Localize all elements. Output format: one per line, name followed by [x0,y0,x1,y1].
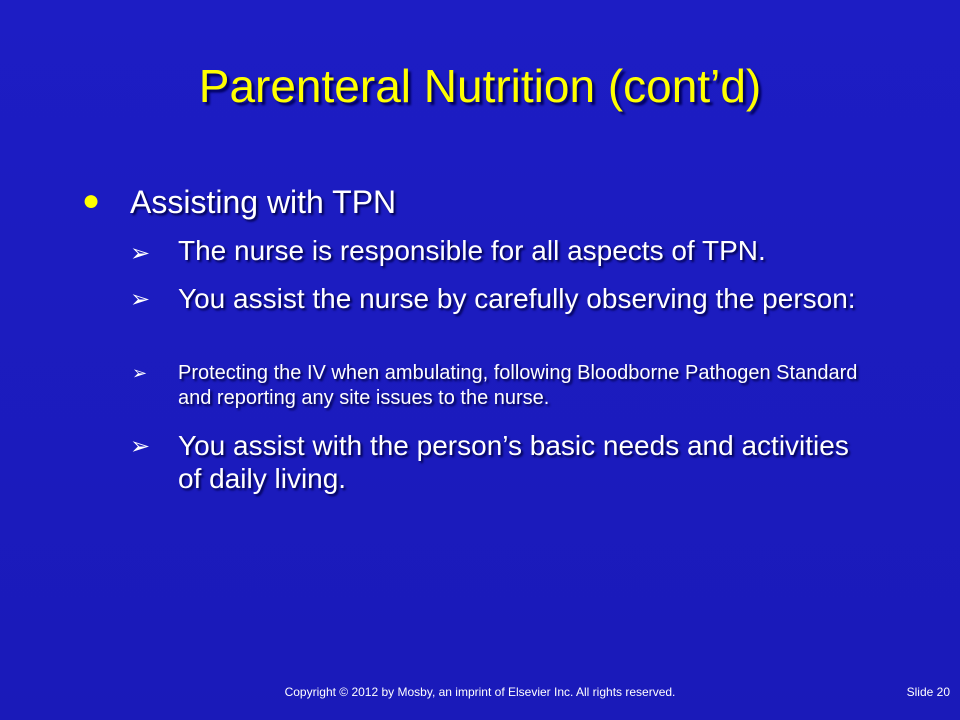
sub-bullet-3: Protecting the IV when ambulating, following Bloodborne Pathogen Standard and reporting any site issues to the nurse. [178,362,858,409]
slide-title: Parenteral Nutrition (cont’d) [198,60,762,112]
copyright-footer: Copyright © 2012 by Mosby, an imprint of Elsevier Inc. All rights reserved. [284,685,676,699]
arrow-bullet-icon: ➢ [130,432,151,460]
sub-bullet-4: You assist with the person’s basic needs and activities of daily living. [178,430,849,494]
arrow-bullet-icon: ➢ [130,239,151,267]
bullet-dot-icon: ● [82,184,101,217]
sub-bullet-2: You assist the nurse by carefully observing the person: [178,283,856,314]
sub-bullet-1: The nurse is responsible for all aspects of TPN. [178,235,766,266]
main-bullet-text: Assisting with TPN [130,184,397,220]
slide-number: Slide 20 [906,685,950,699]
arrow-bullet-icon: ➢ [130,285,151,313]
arrow-bullet-icon: ➢ [132,363,148,384]
